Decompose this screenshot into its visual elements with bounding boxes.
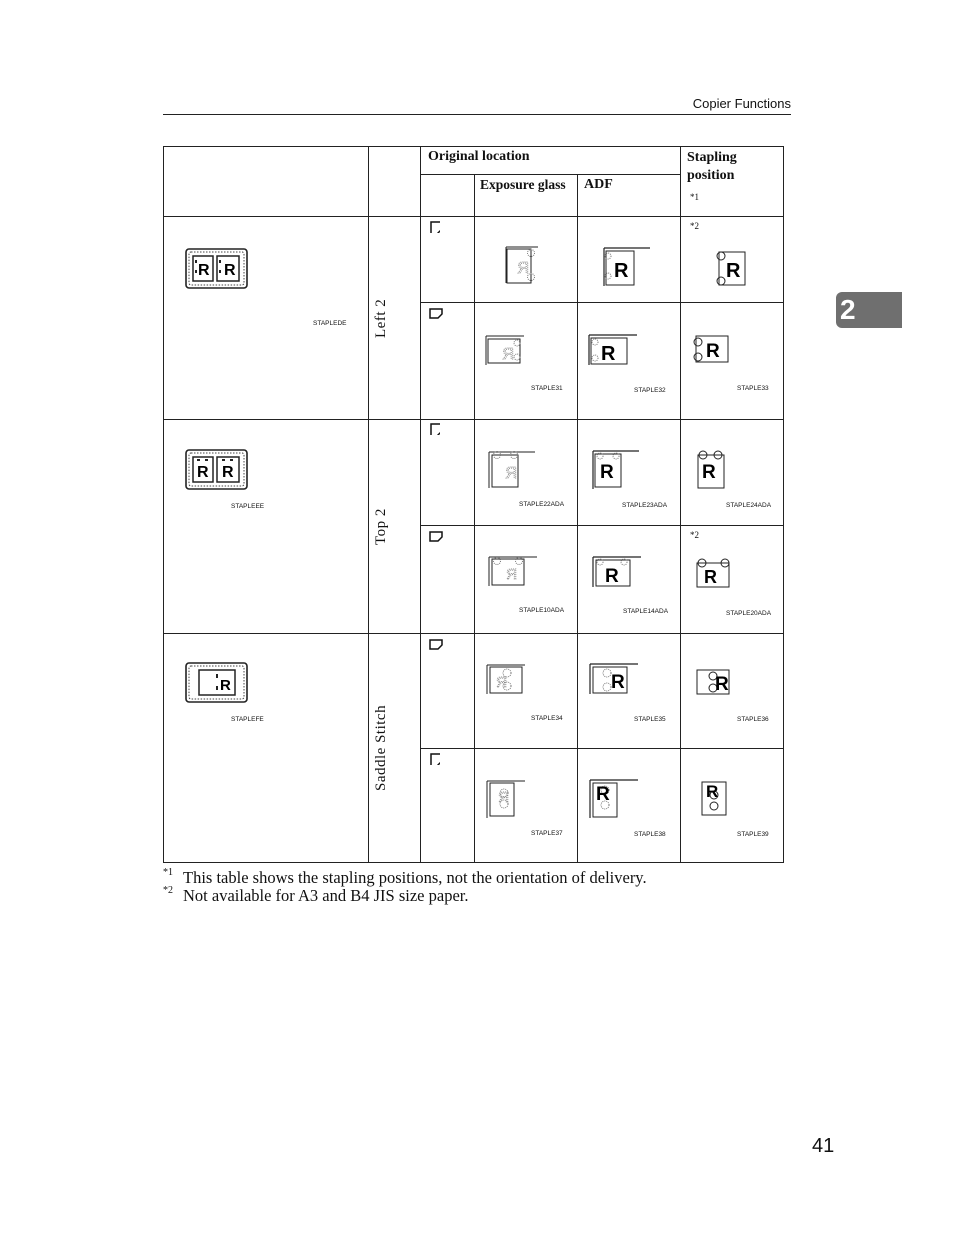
row-note: *2	[690, 530, 699, 540]
stapling-position-illustration	[693, 666, 735, 698]
adf-illustration	[587, 333, 639, 367]
stapling-position-illustration	[713, 248, 753, 290]
image-code: STAPLE34	[531, 715, 563, 722]
image-code: STAPLE36	[737, 716, 769, 723]
svg-text:R: R	[706, 341, 720, 362]
svg-text:R: R	[596, 784, 610, 805]
svg-text:R: R	[496, 674, 507, 691]
glass-illustration	[487, 448, 537, 490]
image-code: STAPLE22ADA	[519, 501, 565, 508]
adf-illustration	[588, 662, 640, 696]
adf-illustration	[591, 449, 641, 491]
portrait-page-icon	[430, 753, 440, 765]
page-number: 41	[812, 1135, 835, 1157]
svg-text:R: R	[726, 260, 741, 282]
svg-text:R: R	[498, 789, 509, 806]
glass-illustration	[485, 662, 527, 696]
stapling-position-illustration	[700, 780, 732, 818]
row-note: *2	[690, 221, 699, 231]
staple-saddle-key-icon	[185, 662, 249, 704]
chapter-tab: 2	[836, 292, 902, 328]
header-adf: ADF	[584, 177, 613, 192]
svg-text:R: R	[715, 674, 729, 695]
staple-top2-key-icon	[185, 449, 249, 491]
image-code: STAPLE31	[531, 385, 563, 392]
image-code: STAPLE23ADA	[622, 502, 668, 509]
svg-text:R: R	[601, 343, 616, 365]
svg-text:R: R	[505, 465, 517, 482]
svg-text:R: R	[614, 260, 629, 282]
footnote-mark: *1	[163, 866, 173, 878]
image-code: STAPLE24ADA	[726, 502, 772, 509]
header-stapling-position: Stapling position	[687, 150, 737, 183]
staple-left2-key-icon	[185, 248, 249, 290]
image-code: STAPLE14ADA	[623, 608, 669, 615]
footnote-text: This table shows the stapling positions, not the orientation of delivery.	[183, 868, 647, 887]
svg-text:R: R	[517, 260, 529, 277]
glass-illustration	[487, 554, 539, 588]
image-code: STAPLE38	[634, 831, 666, 838]
svg-text:R: R	[704, 567, 717, 587]
image-code: STAPLE33	[737, 385, 769, 392]
svg-text:R: R	[600, 462, 614, 483]
svg-text:R: R	[706, 782, 719, 801]
image-code: STAPLE35	[634, 716, 666, 723]
landscape-page-icon	[429, 531, 443, 542]
mode-label-left2: Left 2	[373, 298, 389, 338]
portrait-page-icon	[430, 221, 440, 233]
footnote-mark: *2	[163, 884, 173, 896]
image-code: STAPLE37	[531, 830, 563, 837]
svg-text:R: R	[502, 346, 514, 363]
mode-label-saddle: Saddle Stitch	[373, 704, 389, 791]
glass-illustration	[500, 245, 540, 287]
image-code: STAPLE39	[737, 831, 769, 838]
footnote	[163, 886, 468, 906]
stapling-note-ref: *1	[690, 192, 699, 202]
adf-illustration	[591, 555, 643, 589]
section-title: Copier Functions	[692, 96, 791, 111]
stapling-position-illustration	[693, 557, 735, 591]
footnote-text: Not available for A3 and B4 JIS size paper.	[183, 886, 469, 905]
image-code: STAPLE10ADA	[519, 607, 565, 614]
key-code-left2: STAPLEDE	[313, 320, 347, 327]
svg-text:R: R	[224, 262, 236, 279]
image-code: STAPLE32	[634, 387, 666, 394]
svg-text:R: R	[198, 262, 210, 279]
stapling-position-illustration	[690, 333, 732, 367]
stapling-position-illustration	[694, 449, 734, 491]
svg-text:R: R	[506, 566, 517, 583]
footnote	[163, 868, 647, 888]
key-code-saddle: STAPLEFE	[231, 716, 264, 723]
header-original-location: Original location	[428, 149, 530, 164]
adf-illustration	[588, 778, 640, 820]
svg-text:R: R	[611, 672, 625, 693]
svg-text:R: R	[220, 677, 231, 694]
svg-text:R: R	[222, 464, 234, 481]
portrait-page-icon	[430, 423, 440, 435]
svg-text:R: R	[702, 462, 716, 483]
image-code: STAPLE20ADA	[726, 610, 772, 617]
landscape-page-icon	[429, 308, 443, 319]
glass-illustration	[484, 333, 526, 367]
adf-illustration	[602, 246, 652, 288]
mode-label-top2: Top 2	[373, 508, 389, 545]
key-code-top2: STAPLEEE	[231, 503, 265, 510]
svg-text:R: R	[197, 464, 209, 481]
landscape-page-icon	[429, 639, 443, 650]
running-header	[163, 96, 791, 115]
glass-illustration	[485, 778, 527, 820]
header-exposure-glass: Exposure glass	[480, 177, 566, 192]
svg-text:R: R	[605, 566, 619, 587]
